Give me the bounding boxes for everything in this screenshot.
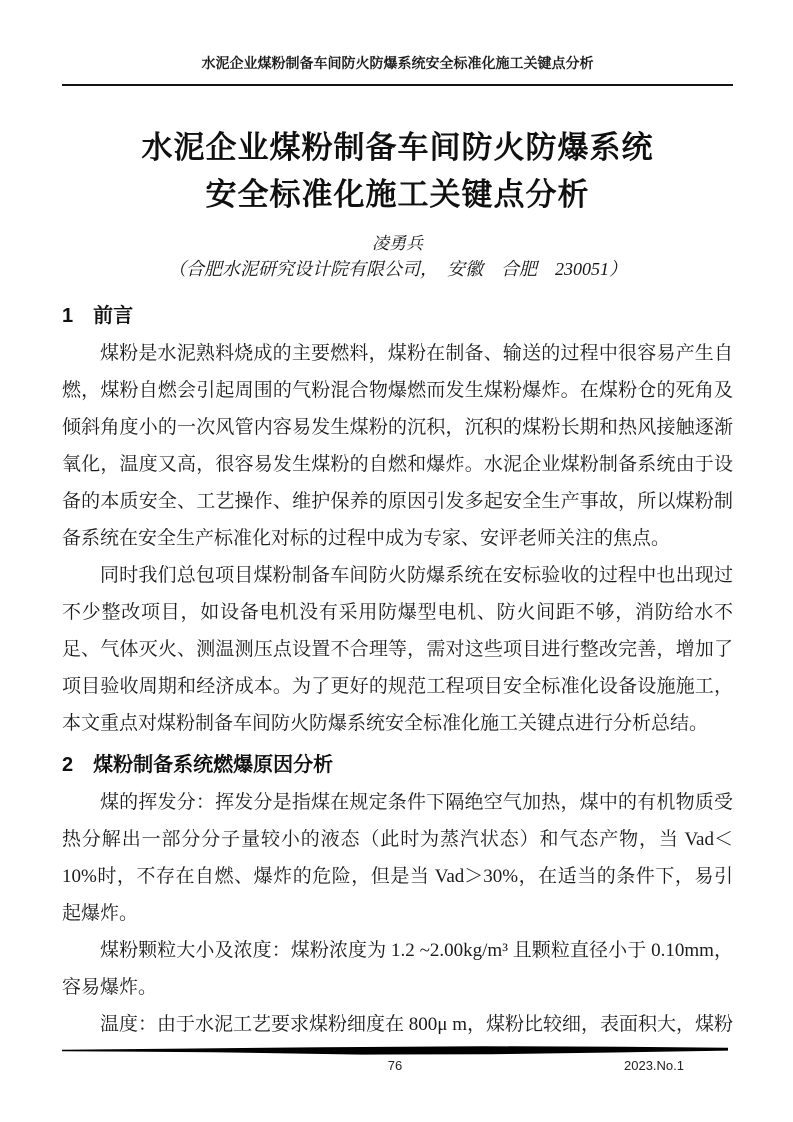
section-2-paragraph-3: 温度：由于水泥工艺要求煤粉细度在 800μ m，煤粉比较细，表面积大，煤粉 — [100, 1014, 733, 1035]
issue-number: 2023.No.1 — [624, 1058, 684, 1073]
page-number: 76 — [387, 1058, 403, 1073]
author-affiliation: （合肥水泥研究设计院有限公司， 安徽 合肥 230051） — [168, 259, 627, 279]
article-title-line-2: 安全标准化施工关键点分析 — [205, 177, 590, 212]
section-1-paragraph-2: 同时我们总包项目煤粉制备车间防火防爆系统在安标验收的过程中也出现过不少整改项目，如设备电机没有采用防爆型电机、防火间距不够，消防给水不足、气体灭火、测温测压点设置不合理等，需对这些项目进行整改完善，增加了项目验收周期和经济成本。为了更好的规范工程项目安全标准化设备设施施工，本文重点对煤粉制备车间防火防爆系统安全标准化施工关键点进行分析总结。 — [62, 565, 733, 734]
article-title — [62, 124, 733, 218]
running-header-title: 水泥企业煤粉制备车间防火防爆系统安全标准化施工关键点分析 — [201, 57, 594, 72]
footer-rule — [62, 1046, 728, 1055]
section-1-paragraph-1: 煤粉是水泥熟料烧成的主要燃料，煤粉在制备、输送的过程中很容易产生自燃，煤粉自燃会引起周围的气粉混合物爆燃而发生煤粉爆炸。在煤粉仓的死角及倾斜角度小的一次风管内容易发生煤粉的沉积，沉积的煤粉长期和热风接触逐渐氧化，温度又高，很容易发生煤粉的自燃和爆炸。水泥企业煤粉制备系统由于设备的本质安全、工艺操作、维护保养的原因引发多起安全生产事故，所以煤粉制备系统在安全生产标准化对标的过程中成为专家、安评老师关注的焦点。 — [62, 343, 733, 549]
footer-row — [62, 1057, 728, 1075]
running-header — [62, 55, 733, 86]
page-footer — [62, 1046, 728, 1075]
section-2-paragraph-1: 煤的挥发分：挥发分是指煤在规定条件下隔绝空气加热，煤中的有机物质受热分解出一部分分子量较小的液态（此时为蒸汽状态）和气态产物，当 Vad＜10%时，不存在自燃、爆炸的危险，但是当 Vad＞30%，在适当的条件下，易引起爆炸。 — [62, 792, 733, 924]
author-name: 凌勇兵 — [372, 234, 423, 253]
article-title-line-1: 水泥企业煤粉制备车间防火防爆系统 — [141, 130, 654, 165]
section-2-paragraph-2: 煤粉颗粒大小及浓度：煤粉浓度为 1.2 ~2.00kg/m³ 且颗粒直径小于 0.10mm，容易爆炸。 — [62, 940, 733, 998]
section-1-heading: 1 前言 — [62, 305, 134, 327]
section-2-heading: 2 煤粉制备系统燃爆原因分析 — [62, 754, 334, 776]
